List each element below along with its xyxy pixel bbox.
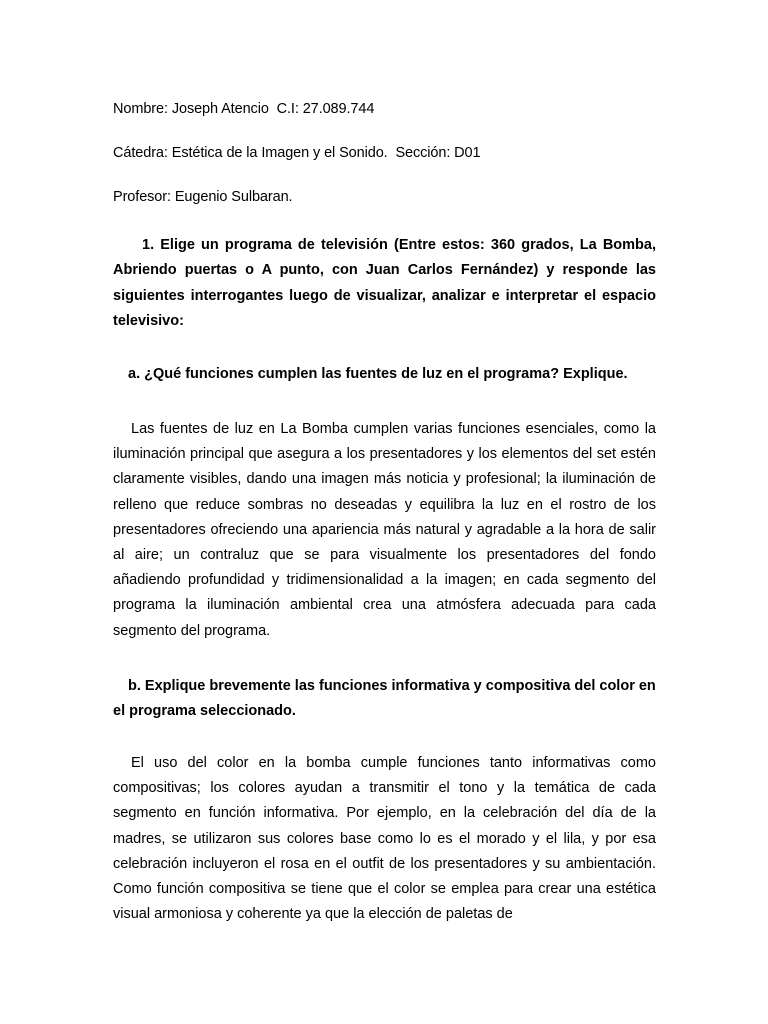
question-b: b. Explique brevemente las funciones informativa y compositiva del color en el programa seleccionado. (113, 678, 656, 720)
professor-line: Profesor: Eugenio Sulbaran. (113, 189, 293, 205)
question-a: a. ¿Qué funciones cumplen las fuentes de luz en el programa? Explique. (128, 366, 628, 382)
answer-a: Las fuentes de luz en La Bomba cumplen varias funciones esenciales, como la iluminación principal que asegura a los presentadores y los elementos del set estén claramente visibles, dando una imagen más noticia y profesional; la iluminación de relleno que reduce sombras no deseadas y equilibra la luz en el rostro de los presentadores ofreciendo una apariencia más natural y agradable a la hora de salir al aire; un contraluz que se para visualmente los presentadores del fondo añadiendo profundidad y tridimensionalidad a la imagen; en cada segmento del programa la iluminación ambiental crea una atmósfera adecuada para cada segmento del programa. (113, 421, 656, 639)
student-name-line: Nombre: Joseph Atencio C.I: 27.089.744 (113, 101, 375, 117)
question-1: 1. Elige un programa de televisión (Entre estos: 360 grados, La Bomba, Abriendo puertas o A punto, con Juan Carlos Fernández) y responde las siguientes interrogantes luego de visualizar, analizar e interpretar el espacio televisivo: (113, 237, 656, 329)
answer-b: El uso del color en la bomba cumple funciones tanto informativas como compositivas; los colores ayudan a transmitir el tono y la temática de cada segmento en función informativa. Por ejemplo, en la celebración del día de la madres, se utilizaron sus colores base como lo es el morado y el lila, y por esa celebración incluyeron el rosa en el outfit de los presentadores y su ambientación. Como función compositiva se tiene que el color se emplea para crear una estética visual armoniosa y coherente ya que la elección de paletas de (113, 755, 656, 923)
course-line: Cátedra: Estética de la Imagen y el Sonido. Sección: D01 (113, 145, 481, 161)
